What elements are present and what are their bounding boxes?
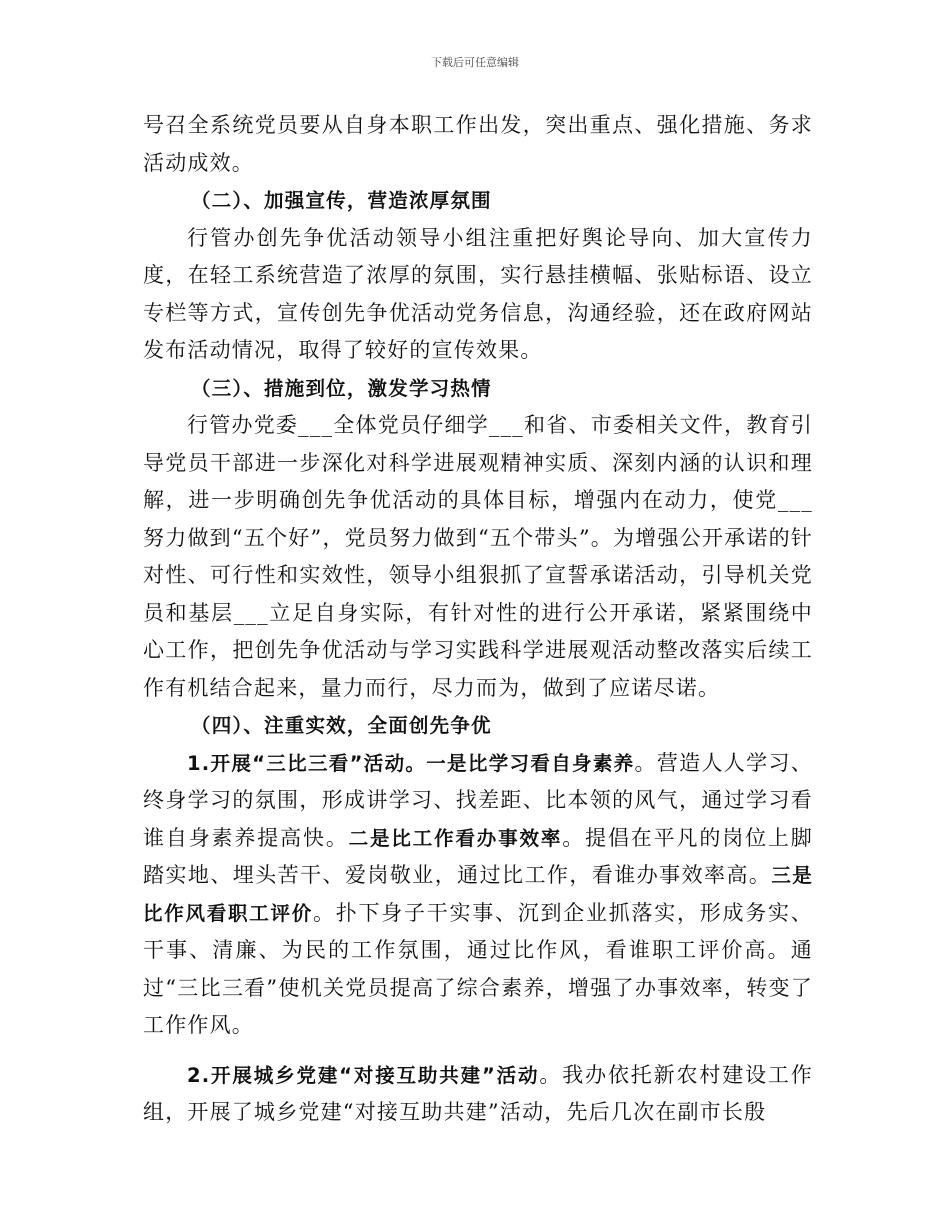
section-heading-4: （四）、注重实效，全面创先争优 bbox=[191, 714, 492, 737]
paragraph-2: 行管办创先争优活动领导小组注重把好舆论导向、加大宣传力度，在轻工系统营造了浓厚的氛围，实行悬挂横幅、张贴标语、设立专栏等方式，宣传创先争优活动党务信息，沟通经验，还在政府网站发布活动情况，取得了较好的宣传效果。 bbox=[143, 225, 813, 362]
page-header: 下载后可任意编辑 bbox=[431, 56, 519, 69]
paragraph-3: 行管办党委___全体党员仔细学___和省、市委相关文件，教育引导党员干部进一步深化对科学进展观精神实质、深刻内涵的认识和理解，进一步明确创先争优活动的具体目标，增强内在动力，使党___努力做到“五个好”，党员努力做到“五个带头”。为增强公开承诺的针对性、可行性和实效性，领导小组狠抓了宣誓承诺活动，引导机关党员和基层___立足自身实际，有针对性的进行公开承诺，紧紧围绕中心工作，把创先争优活动与学习实践科学进展观活动整改落实后续工作有机结合起来，量力而行，尽力而为，做到了应诺尽诺。 bbox=[143, 413, 813, 700]
item-1-text-1: 。营造人人学习、终身学习的氛围，形成讲学习、找差距、比本领的风气，通过学习看谁自身素养提高快。 bbox=[143, 750, 813, 850]
item-2-title: 2.开展城乡党建“对接互助共建”活动 bbox=[187, 1063, 540, 1087]
section-heading-2: （二）、加强宣传，营造浓厚氛围 bbox=[191, 189, 492, 212]
paragraph-5 bbox=[143, 1057, 813, 1132]
paragraph-4 bbox=[143, 745, 813, 1045]
item-1-point-2: 二是比工作看办事效率 bbox=[348, 826, 563, 850]
item-1-point-3: 三是比作风看职工评价 bbox=[143, 864, 813, 925]
item-2-text: 。我办依托新农村建设工作组，开展了城乡党建“对接互助共建”活动，先后几次在副市长殷 bbox=[143, 1062, 813, 1124]
paragraph-1: 号召全系统党员要从自身本职工作出发，突出重点、强化措施、务求活动成效。 bbox=[143, 113, 813, 175]
item-1-text-2: 。提倡在平凡的岗位上脚踏实地、埋头苦干、爱岗敬业，通过比工作，看谁办事效率高。 bbox=[143, 825, 813, 887]
section-heading-3: （三）、措施到位，激发学习热情 bbox=[191, 376, 492, 400]
item-1-title: 1.开展“三比三看”活动。 bbox=[187, 751, 427, 775]
item-1-point-1: 一是比学习看自身素养 bbox=[426, 751, 635, 775]
document-body bbox=[143, 107, 813, 1132]
item-1-text-3: 。扑下身子干实事、沉到企业抓落实，形成务实、干事、清廉、为民的工作氛围，通过比作风，看谁职工评价高。通过“三比三看”使机关党员提高了综合素养，增强了办事效率，转变了工作作风。 bbox=[143, 900, 813, 1037]
